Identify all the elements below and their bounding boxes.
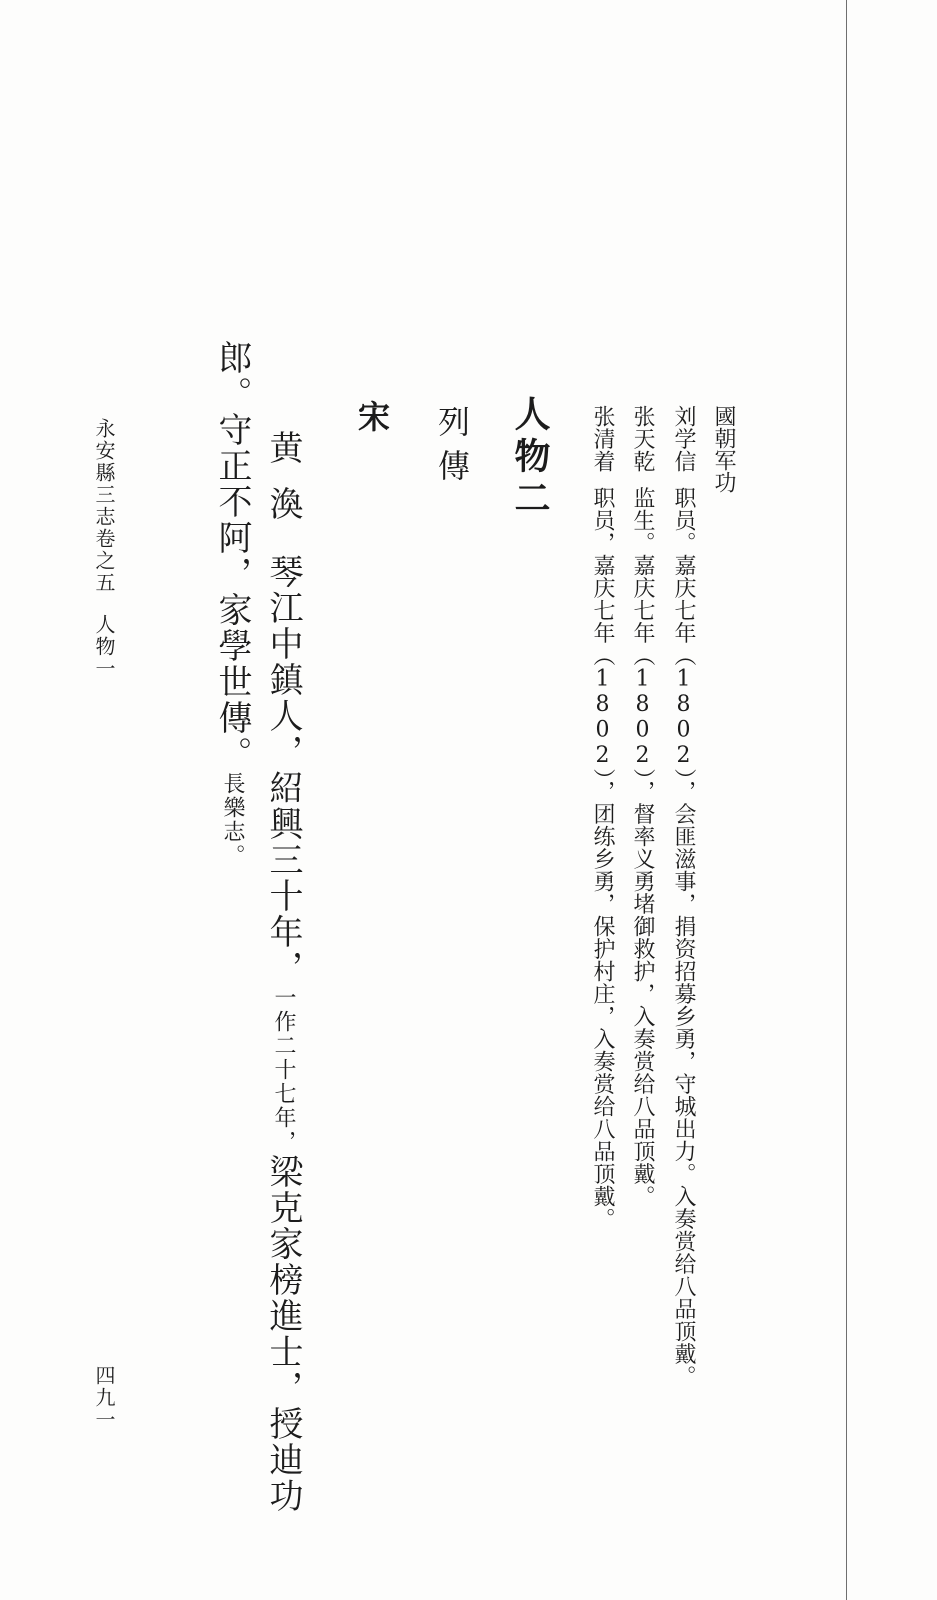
entry-2 (631, 405, 653, 1208)
section-heading: 國朝军功 (711, 405, 736, 493)
entry-2-name: 张天乾 (630, 405, 655, 473)
biography-name: 黄渙 (263, 430, 303, 542)
entry-3 (591, 405, 613, 1230)
entry-1-text: 职员。嘉庆七年（1802），会匪滋事，捐资招募乡勇，守城出力。入奏赏给八品顶戴。 (671, 486, 696, 1388)
entry-3-text: 职员，嘉庆七年（1802），团练乡勇，保护村庄，入奏赏给八品顶戴。 (590, 486, 615, 1230)
entry-1-name: 刘学信 (671, 405, 696, 473)
margin-caption (94, 418, 114, 680)
entry-3-name: 张清着 (590, 405, 615, 473)
chapter-title: 人物二 (509, 395, 551, 521)
biography-source: 長樂志。 (220, 772, 245, 868)
margin-section: 人物一 (92, 614, 116, 680)
biography-text-1-cont: 梁克家榜進士，授迪功 (263, 1154, 303, 1514)
biography-note-1: 一作二十七年， (271, 986, 296, 1154)
entry-2-text: 监生。嘉庆七年（1802），督率义勇堵御救护，入奏赏给八品顶戴。 (630, 486, 655, 1208)
page-edge-line (846, 0, 847, 1600)
entry-1 (672, 405, 694, 1388)
chapter-subtitle: 列傳 (433, 405, 471, 493)
biography-text-2: 郎。守正不阿，家學世傳。 (212, 340, 252, 772)
biography-line-2 (212, 340, 252, 868)
page-number: 四九一 (92, 1365, 116, 1431)
biography-line-1 (263, 430, 303, 1514)
dynasty-heading: 宋 (353, 400, 391, 432)
biography-text-1: 琴江中鎮人，紹興三十年， (263, 554, 303, 986)
margin-book-title: 永安縣三志卷之五 (92, 418, 116, 594)
